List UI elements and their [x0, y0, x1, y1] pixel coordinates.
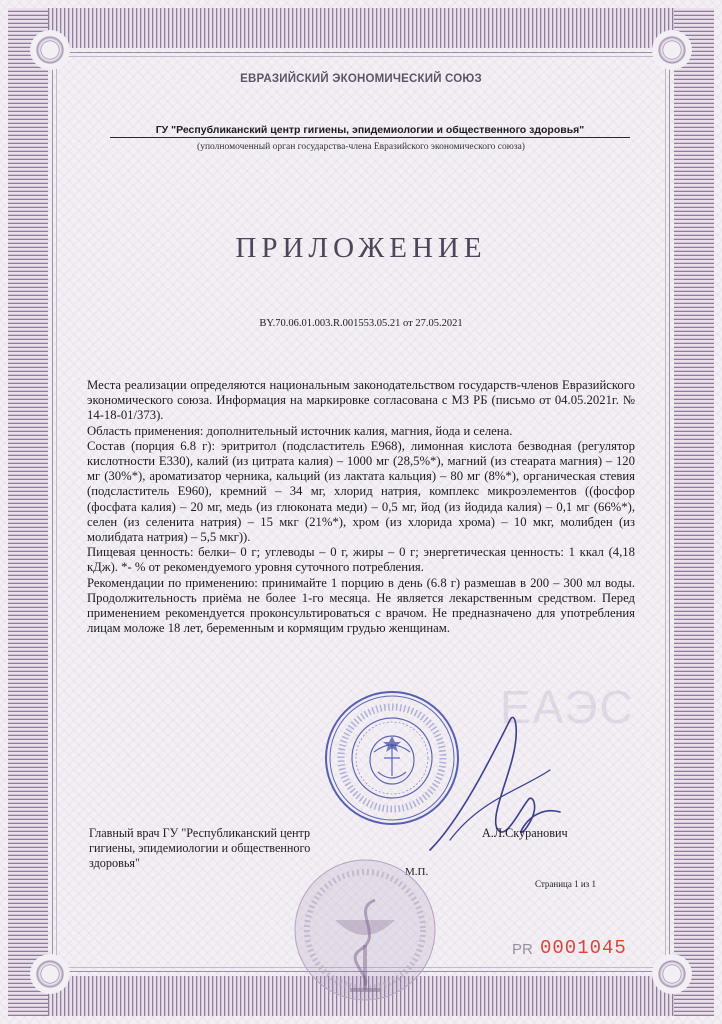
corner-ornament	[652, 954, 692, 994]
handwritten-signature	[420, 700, 570, 870]
signatory-name: А.Л.Скуранович	[482, 826, 568, 840]
form-series: PR	[512, 941, 533, 958]
guilloche-border-top	[8, 8, 714, 48]
stamp-place-label: М.П.	[405, 866, 429, 878]
corner-ornament	[652, 30, 692, 70]
organization-note: (уполномоченный орган государства-члена Евразийского экономического союза)	[197, 142, 525, 152]
signature-position: Главный врач ГУ "Республиканский центр гигиены, эпидемиологии и общественного здоровья"	[89, 826, 311, 870]
background-watermark: ЕАЭС	[500, 681, 635, 733]
paragraph-scope: Область применения: дополнительный источник калия, магния, йода и селена.	[87, 423, 513, 438]
form-serial-number: 0001045	[540, 937, 627, 959]
corner-ornament	[30, 30, 70, 70]
document-body	[87, 378, 635, 636]
paragraph-nutrition: Пищевая ценность: белки– 0 г; углеводы – 0 г, жиры – 0 г; энергетическая ценность: 1 ккал (4,18 кДж). *- % от рекомендуемого уровня суточного потребления.	[87, 545, 635, 575]
paragraph-composition: Состав (порция 6.8 г): эритритол (подсластитель Е968), лимонная кислота безводная (регулятор кислотности Е330), калий (из цитрата калия) – 1000 мг (28,5%*), магний (из стеарата магния) – 120 мг (30%*), ароматизатор черника, кальций (из лактата кальция) – 80 мг (8%*), органическая стевия (подсластитель Е960), кремний – 34 мг, хлорид натрия, комплекс микроэлементов ((фосфор (фосфата калия) – 20 мг, медь (из глюконата меди) – 0,5 мг, йод (из йодида калия) – 0,1 мг (66%*), селен (из селенита натрия) – 15 мкг (21%*), хром (из хлорида хрома) – 10 мкг, молибден (из молибдата натрия) – 5,5 мкг)).	[87, 438, 635, 545]
paragraph-recommendations: Рекомендации по применению: принимайте 1 порцию в день (6.8 г) размешав в 200 – 300 мл воды. Продолжительность приёма не более 1-го месяца. Не является лекарственным средством. Перед применением рекомендуется проконсультироваться с врачом. Не предназначено для употребления лицам моложе 18 лет, беременным и кормящим грудью женщинам.	[87, 575, 635, 636]
page-counter: Страница 1 из 1	[535, 879, 596, 889]
corner-ornament	[30, 954, 70, 994]
page-title: ПРИЛОЖЕНИЕ	[235, 232, 487, 264]
guilloche-border-left	[8, 8, 48, 1016]
certificate-reference: BY.70.06.01.003.R.001553.05.21 от 27.05.2021	[259, 318, 463, 329]
union-header: ЕВРАЗИЙСКИЙ ЭКОНОМИЧЕСКИЙ СОЮЗ	[240, 73, 482, 85]
guilloche-border-right	[674, 8, 714, 1016]
paragraph-sales: Места реализации определяются национальным законодательством государств-членов Евразийского экономического союза. Информация на маркировке согласована с МЗ РБ (письмо от 04.05.2021г. № 14-18-01/373).	[87, 378, 635, 423]
organization-name: ГУ "Республиканский центр гигиены, эпидемиологии и общественного здоровья"	[110, 124, 630, 138]
hygiene-emblem-icon	[290, 850, 440, 1010]
